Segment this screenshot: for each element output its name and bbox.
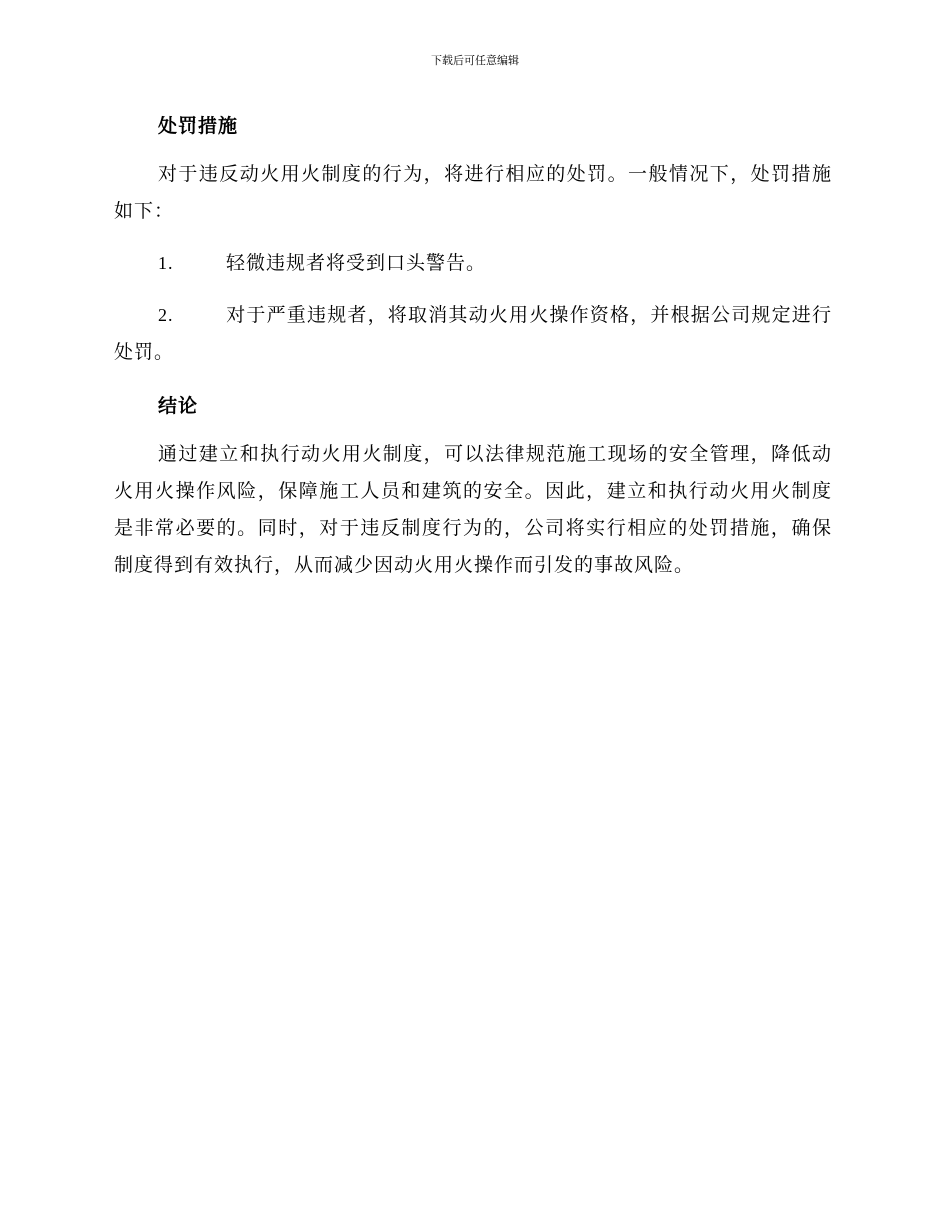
list-item-text: 轻微违规者将受到口头警告。: [226, 252, 487, 274]
list-item: [114, 245, 832, 282]
section-title-conclusion: 结论: [158, 395, 199, 417]
list-item-number: 1.: [158, 253, 174, 273]
section-title-penalty: 处罚措施: [158, 115, 239, 137]
penalty-intro: 对于违反动火用火制度的行为，将进行相应的处罚。一般情况下，处罚措施如下：: [114, 163, 832, 222]
list-item-number: 2.: [158, 305, 174, 325]
conclusion-body: 通过建立和执行动火用火制度，可以法律规范施工现场的安全管理，降低动火用火操作风险，保障施工人员和建筑的安全。因此，建立和执行动火用火制度是非常必要的。同时，对于违反制度行为的，公司将实行相应的处罚措施，确保制度得到有效执行，从而减少因动火用火操作而引发的事故风险。: [114, 443, 832, 576]
list-item-text: 对于严重违规者，将取消其动火用火操作资格，并根据公司规定进行处罚。: [114, 304, 832, 363]
document-body: [114, 106, 832, 599]
list-item: [114, 297, 832, 371]
page-header: 下载后可任意编辑: [431, 54, 519, 67]
